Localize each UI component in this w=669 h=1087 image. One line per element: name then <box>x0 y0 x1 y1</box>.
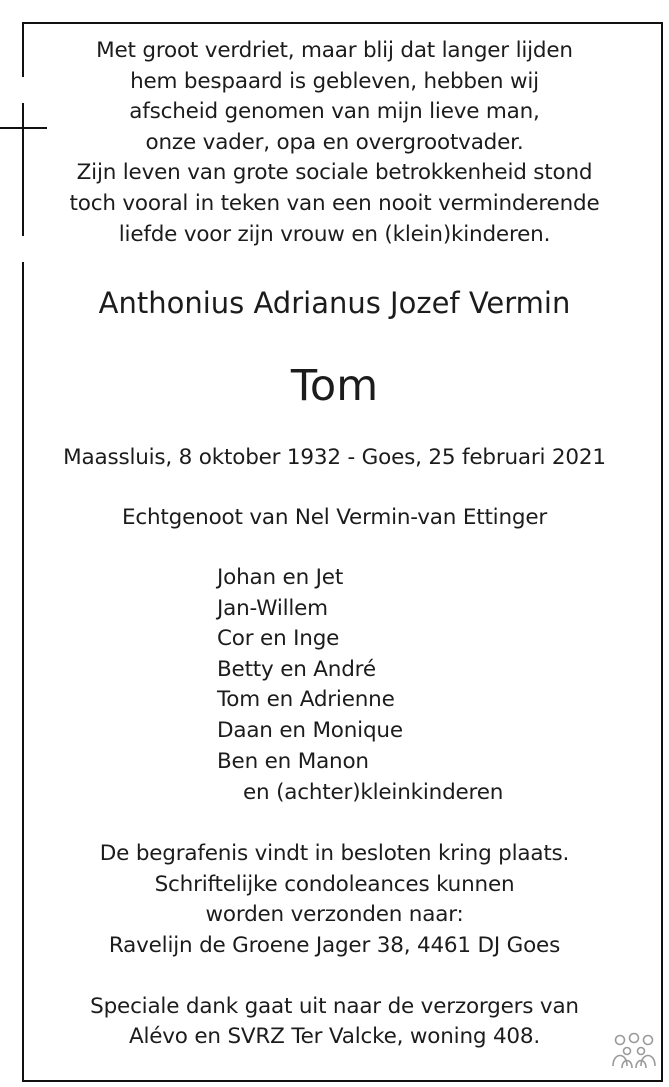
intro-line: afscheid genomen van mijn lieve man, <box>129 99 540 124</box>
list-item: Daan en Monique <box>217 718 403 743</box>
list-item: Jan-Willem <box>217 596 328 621</box>
intro-line: Zijn leven van grote sociale betrokkenheid stond <box>76 160 593 185</box>
grandchildren-line: en (achter)kleinkinderen <box>243 780 504 805</box>
call-name: Tom <box>290 361 379 411</box>
family-logo-icon <box>610 1032 658 1074</box>
list-item: Johan en Jet <box>217 565 344 590</box>
list-item: Tom en Adrienne <box>217 687 395 712</box>
funeral-line: Schriftelijke condoleances kunnen <box>154 872 515 897</box>
funeral-line: De begrafenis vindt in besloten kring plaats. <box>99 841 570 866</box>
spouse-line: Echtgenoot van Nel Vermin-van Ettinger <box>122 505 547 530</box>
birth-death-dates: Maassluis, 8 oktober 1932 - Goes, 25 februari 2021 <box>63 445 606 470</box>
cross-icon-bar <box>0 127 47 129</box>
list-item: Cor en Inge <box>217 626 340 651</box>
intro-line: toch vooral in teken van een nooit verminderende <box>69 191 600 216</box>
address-line: Ravelijn de Groene Jager 38, 4461 DJ Goes <box>108 933 561 958</box>
list-item: Betty en André <box>217 657 376 682</box>
full-name: Anthonius Adrianus Jozef Vermin <box>98 286 571 320</box>
intro-line: Met groot verdriet, maar blij dat langer lijden <box>96 38 573 63</box>
funeral-line: worden verzonden naar: <box>205 902 464 927</box>
intro-line: liefde voor zijn vrouw en (klein)kinderen. <box>118 222 551 247</box>
list-item: Ben en Manon <box>217 749 369 774</box>
thanks-line: Alévo en SVRZ Ter Valcke, woning 408. <box>128 1024 541 1049</box>
intro-line: onze vader, opa en overgrootvader. <box>145 130 524 155</box>
thanks-line: Speciale dank gaat uit naar de verzorgers van <box>90 994 579 1019</box>
intro-line: hem bespaard is gebleven, hebben wij <box>130 69 539 94</box>
